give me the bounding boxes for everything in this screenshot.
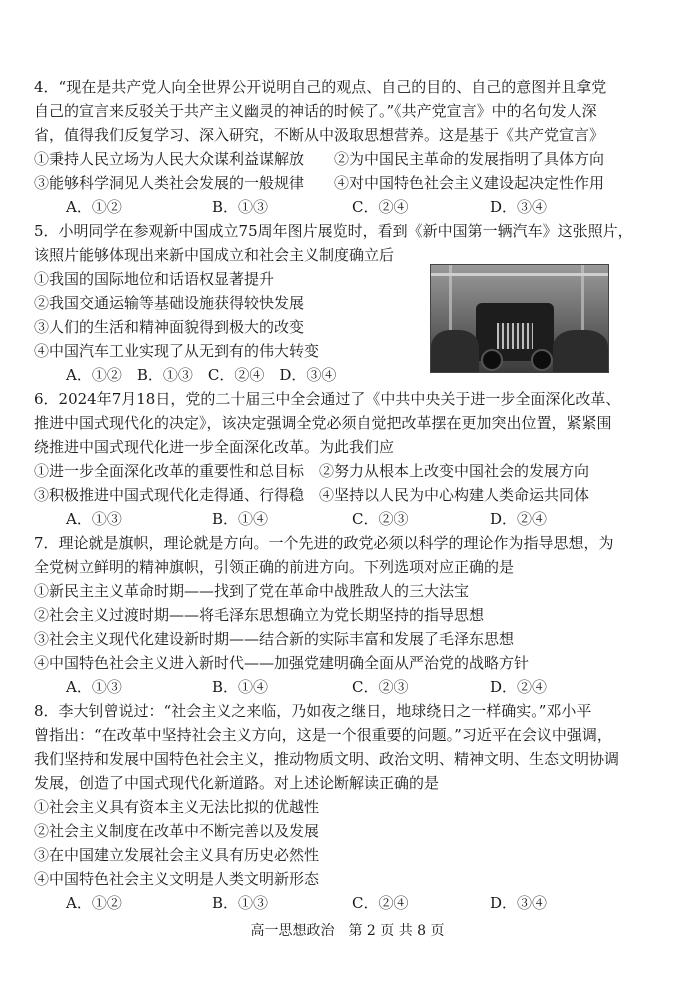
q6-stem-line-2: 推进中国式现代化的决定》，该决定强调全党必须自觉把改革摆在更加突出位置，紧紧围: [34, 414, 612, 432]
q7-statement-3: ③社会主义现代化建设新时期——结合新的实际丰富和发展了毛泽东思想: [34, 630, 515, 648]
q4-statement-line-1: ①秉持人民立场为人民大众谋利益谋解放 ②为中国民主革命的发展指明了具体方向: [34, 150, 605, 168]
q4-option-d[interactable]: D．③④: [490, 198, 548, 216]
q7-option-c[interactable]: C．②③: [352, 678, 409, 696]
q6-option-b[interactable]: B．①④: [212, 510, 269, 528]
q6-statement-line-1: ①进一步全面深化改革的重要性和总目标 ②努力从根本上改变中国社会的发展方向: [34, 462, 590, 480]
q6-statement-line-2: ③积极推进中国式现代化走得通、行得稳 ④坚持以人民为中心构建人类命运共同体: [34, 486, 590, 504]
q8-stem-line-4: 发展，创造了中国式现代化新道路。对上述论断解读正确的是: [34, 774, 440, 792]
q6-option-c[interactable]: C．②③: [352, 510, 409, 528]
q5-stem-line-1: 5．小明同学在参观新中国成立75周年图片展览时，看到《新中国第一辆汽车》这张照片，: [34, 222, 633, 240]
q6-options: [34, 507, 674, 531]
q5-statement-1: ①我国的国际地位和话语权显著提升: [34, 270, 275, 288]
q7-statement-4: ④中国特色社会主义进入新时代——加强党建明确全面从严治党的战略方针: [34, 654, 530, 672]
q8-statement-3: ③在中国建立发展社会主义具有历史必然性: [34, 846, 320, 864]
q5-options-text[interactable]: A．①② B．①③ C．②④ D．③④: [66, 366, 337, 384]
q8-stem-line-3: 我们坚持和发展中国特色社会主义，推动物质文明、政治文明、精神文明、生态文明协调: [34, 750, 620, 768]
q8-statement-4: ④中国特色社会主义文明是人类文明新形态: [34, 870, 320, 888]
q7-stem-line-2: 全党树立鲜明的精神旗帜，引领正确的前进方向。下列选项对应正确的是: [34, 558, 515, 576]
q4-stem-line-1: 4．“现在是共产党人向全世界公开说明自己的观点、自己的目的、自己的意图并且拿党: [34, 78, 607, 96]
q6-option-d[interactable]: D．②④: [490, 510, 548, 528]
q4-option-b[interactable]: B．①③: [212, 198, 269, 216]
truck-photo-icon: [430, 264, 609, 373]
q5-stem-line-2: 该照片能够体现出来新中国成立和社会主义制度确立后: [34, 246, 395, 264]
q6-option-a[interactable]: A．①③: [66, 510, 122, 528]
q7-option-a[interactable]: A．①③: [66, 678, 122, 696]
q4-statement-line-2: ③能够科学洞见人类社会发展的一般规律 ④对中国特色社会主义建设起决定性作用: [34, 174, 605, 192]
q6-stem-line-1: 6．2024年7月18日，党的二十届三中全会通过了《中共中央关于进一步全面深化改革、: [34, 390, 621, 408]
q5-statement-4: ④中国汽车工业实现了从无到有的伟大转变: [34, 342, 320, 360]
q8-statement-2: ②社会主义制度在改革中不断完善以及发展: [34, 822, 320, 840]
q6-stem-line-3: 绕推进中国式现代化进一步全面深化改革。为此我们应: [34, 438, 395, 456]
q8-option-b[interactable]: B．①③: [212, 894, 269, 912]
q4-stem-line-3: 省，值得我们反复学习、深入研究，不断从中汲取思想营养。这是基于《共产党宣言》: [34, 126, 605, 144]
q7-option-b[interactable]: B．①④: [212, 678, 269, 696]
q8-option-a[interactable]: A．①②: [66, 894, 122, 912]
q7-statement-2: ②社会主义过渡时期——将毛泽东思想确立为党长期坚持的指导思想: [34, 606, 485, 624]
q8-option-d[interactable]: D．③④: [490, 894, 548, 912]
q5-statement-3: ③人们的生活和精神面貌得到极大的改变: [34, 318, 305, 336]
q4-options: [34, 195, 674, 219]
q8-statement-1: ①社会主义具有资本主义无法比拟的优越性: [34, 798, 320, 816]
q7-option-d[interactable]: D．②④: [490, 678, 548, 696]
q4-option-c[interactable]: C．②④: [352, 198, 409, 216]
q7-statement-1: ①新民主主义革命时期——找到了党在革命中战胜敌人的三大法宝: [34, 582, 470, 600]
q5-statement-2: ②我国交通运输等基础设施获得较快发展: [34, 294, 305, 312]
q8-stem-line-2: 曾指出：“在改革中坚持社会主义方向，这是一个很重要的问题。”习近平在会议中强调，: [34, 726, 612, 744]
page-footer: 高一思想政治 第 2 页 共 8 页: [250, 923, 445, 939]
q7-stem-line-1: 7．理论就是旗帜，理论就是方向。一个先进的政党必须以科学的理论作为指导思想，为: [34, 534, 614, 552]
q4-stem-line-2: 自己的宣言来反驳关于共产主义幽灵的神话的时候了。”《共产党宣言》中的名句发人深: [34, 102, 597, 120]
q4-option-a[interactable]: A．①②: [66, 198, 122, 216]
q8-option-c[interactable]: C．②④: [352, 894, 409, 912]
q7-options: [34, 675, 674, 699]
q8-stem-line-1: 8．李大钊曾说过：“社会主义之来临，乃如夜之继日，地球绕日之一样确实。”邓小平: [34, 702, 592, 720]
q8-options: [34, 891, 674, 915]
